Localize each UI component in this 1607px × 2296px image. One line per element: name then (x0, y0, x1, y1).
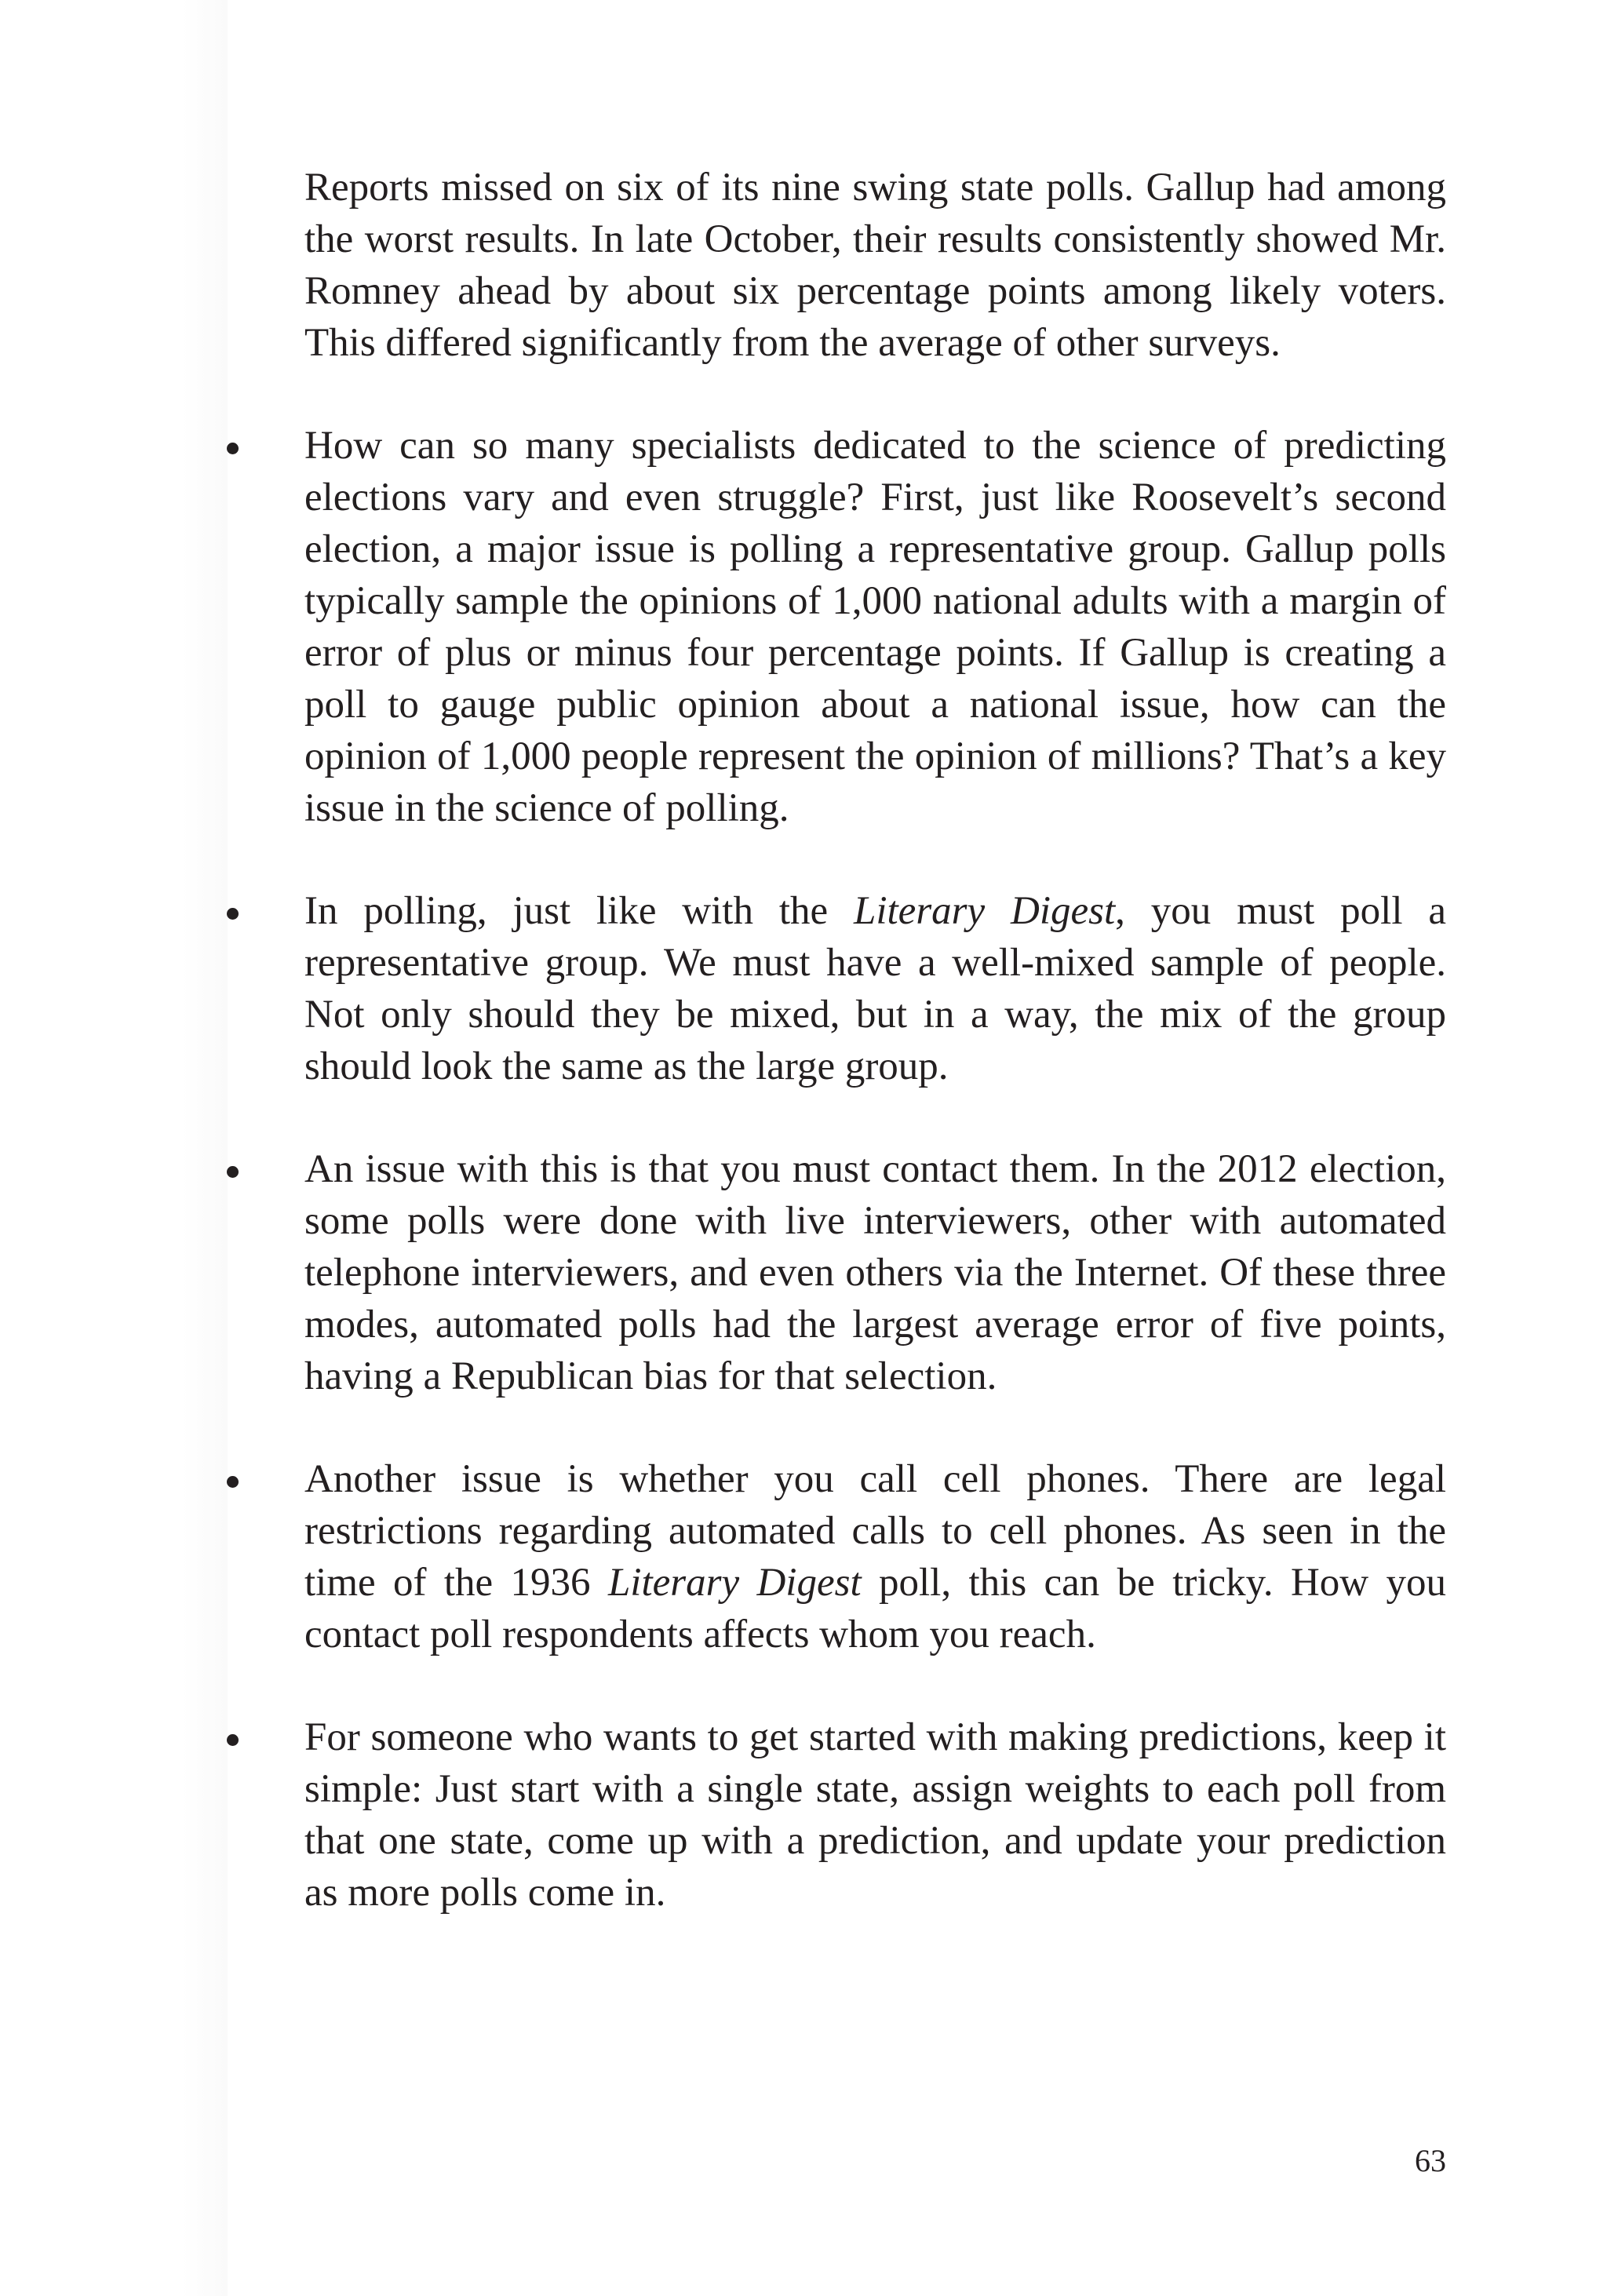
text-segment: Another issue is whether you call cell phones. There are legal restrictions regarding automated calls to cell phones. As seen in the time of the 1936 (304, 1457, 1446, 1605)
bullet-icon (227, 1734, 239, 1746)
list-item (304, 420, 1446, 834)
bullet-text (304, 1453, 1446, 1660)
bullet-icon (227, 908, 239, 920)
text-segment: In polling, just like with the (304, 889, 854, 933)
list-item (304, 1143, 1446, 1402)
text-segment: , you must poll a representative group. We must have a well-mixed sample of people. Not only should they be mixed, but in a way, the mix of the group should look the same as the large group. (304, 889, 1446, 1088)
page-number: 63 (1415, 2143, 1446, 2178)
bullet-icon (227, 1476, 239, 1488)
bullet-text: For someone who wants to get started with making predictions, keep it simple: Just start with a single state, assign weights to each poll from that one state, come up with a prediction, and update your prediction as more polls come in. (304, 1715, 1446, 1915)
gutter-shade (0, 0, 228, 2296)
bullet-icon (227, 443, 239, 454)
list-item (304, 885, 1446, 1092)
publication-title: Literary Digest (607, 1561, 862, 1605)
page-body (304, 162, 1446, 1970)
bullet-text: An issue with this is that you must contact them. In the 2012 election, some polls were done with live interviewers, other with automated telephone interviewers, and even others via the Internet. Of these three modes, automated polls had the largest average error of five points, having a Republican bias for that selection. (304, 1147, 1446, 1398)
bullet-icon (227, 1166, 239, 1178)
publication-title: Literary Digest (853, 889, 1116, 933)
text-segment: poll, this can be tricky. How you contact poll respondents affects whom you reach. (304, 1561, 1446, 1656)
list-item (304, 1453, 1446, 1660)
intro-paragraph: Reports missed on six of its nine swing state polls. Gallup had among the worst results. In late October, their results consistently showed Mr. Romney ahead by about six percentage points among likely voters. This differed significantly from the average of other surveys. (304, 166, 1446, 365)
bullet-text (304, 885, 1446, 1092)
bullet-text: How can so many specialists dedicated to the science of predicting elections vary and even struggle? First, just like Roosevelt’s second election, a major issue is polling a representative group. Gallup polls typically sample the opinions of 1,000 national adults with a margin of error of plus or minus four percentage points. If Gallup is creating a poll to gauge public opinion about a national issue, how can the opinion of 1,000 people represent the opinion of millions? That’s a key issue in the science of polling. (304, 424, 1446, 830)
bullet-list (304, 420, 1446, 1919)
list-item (304, 1711, 1446, 1919)
